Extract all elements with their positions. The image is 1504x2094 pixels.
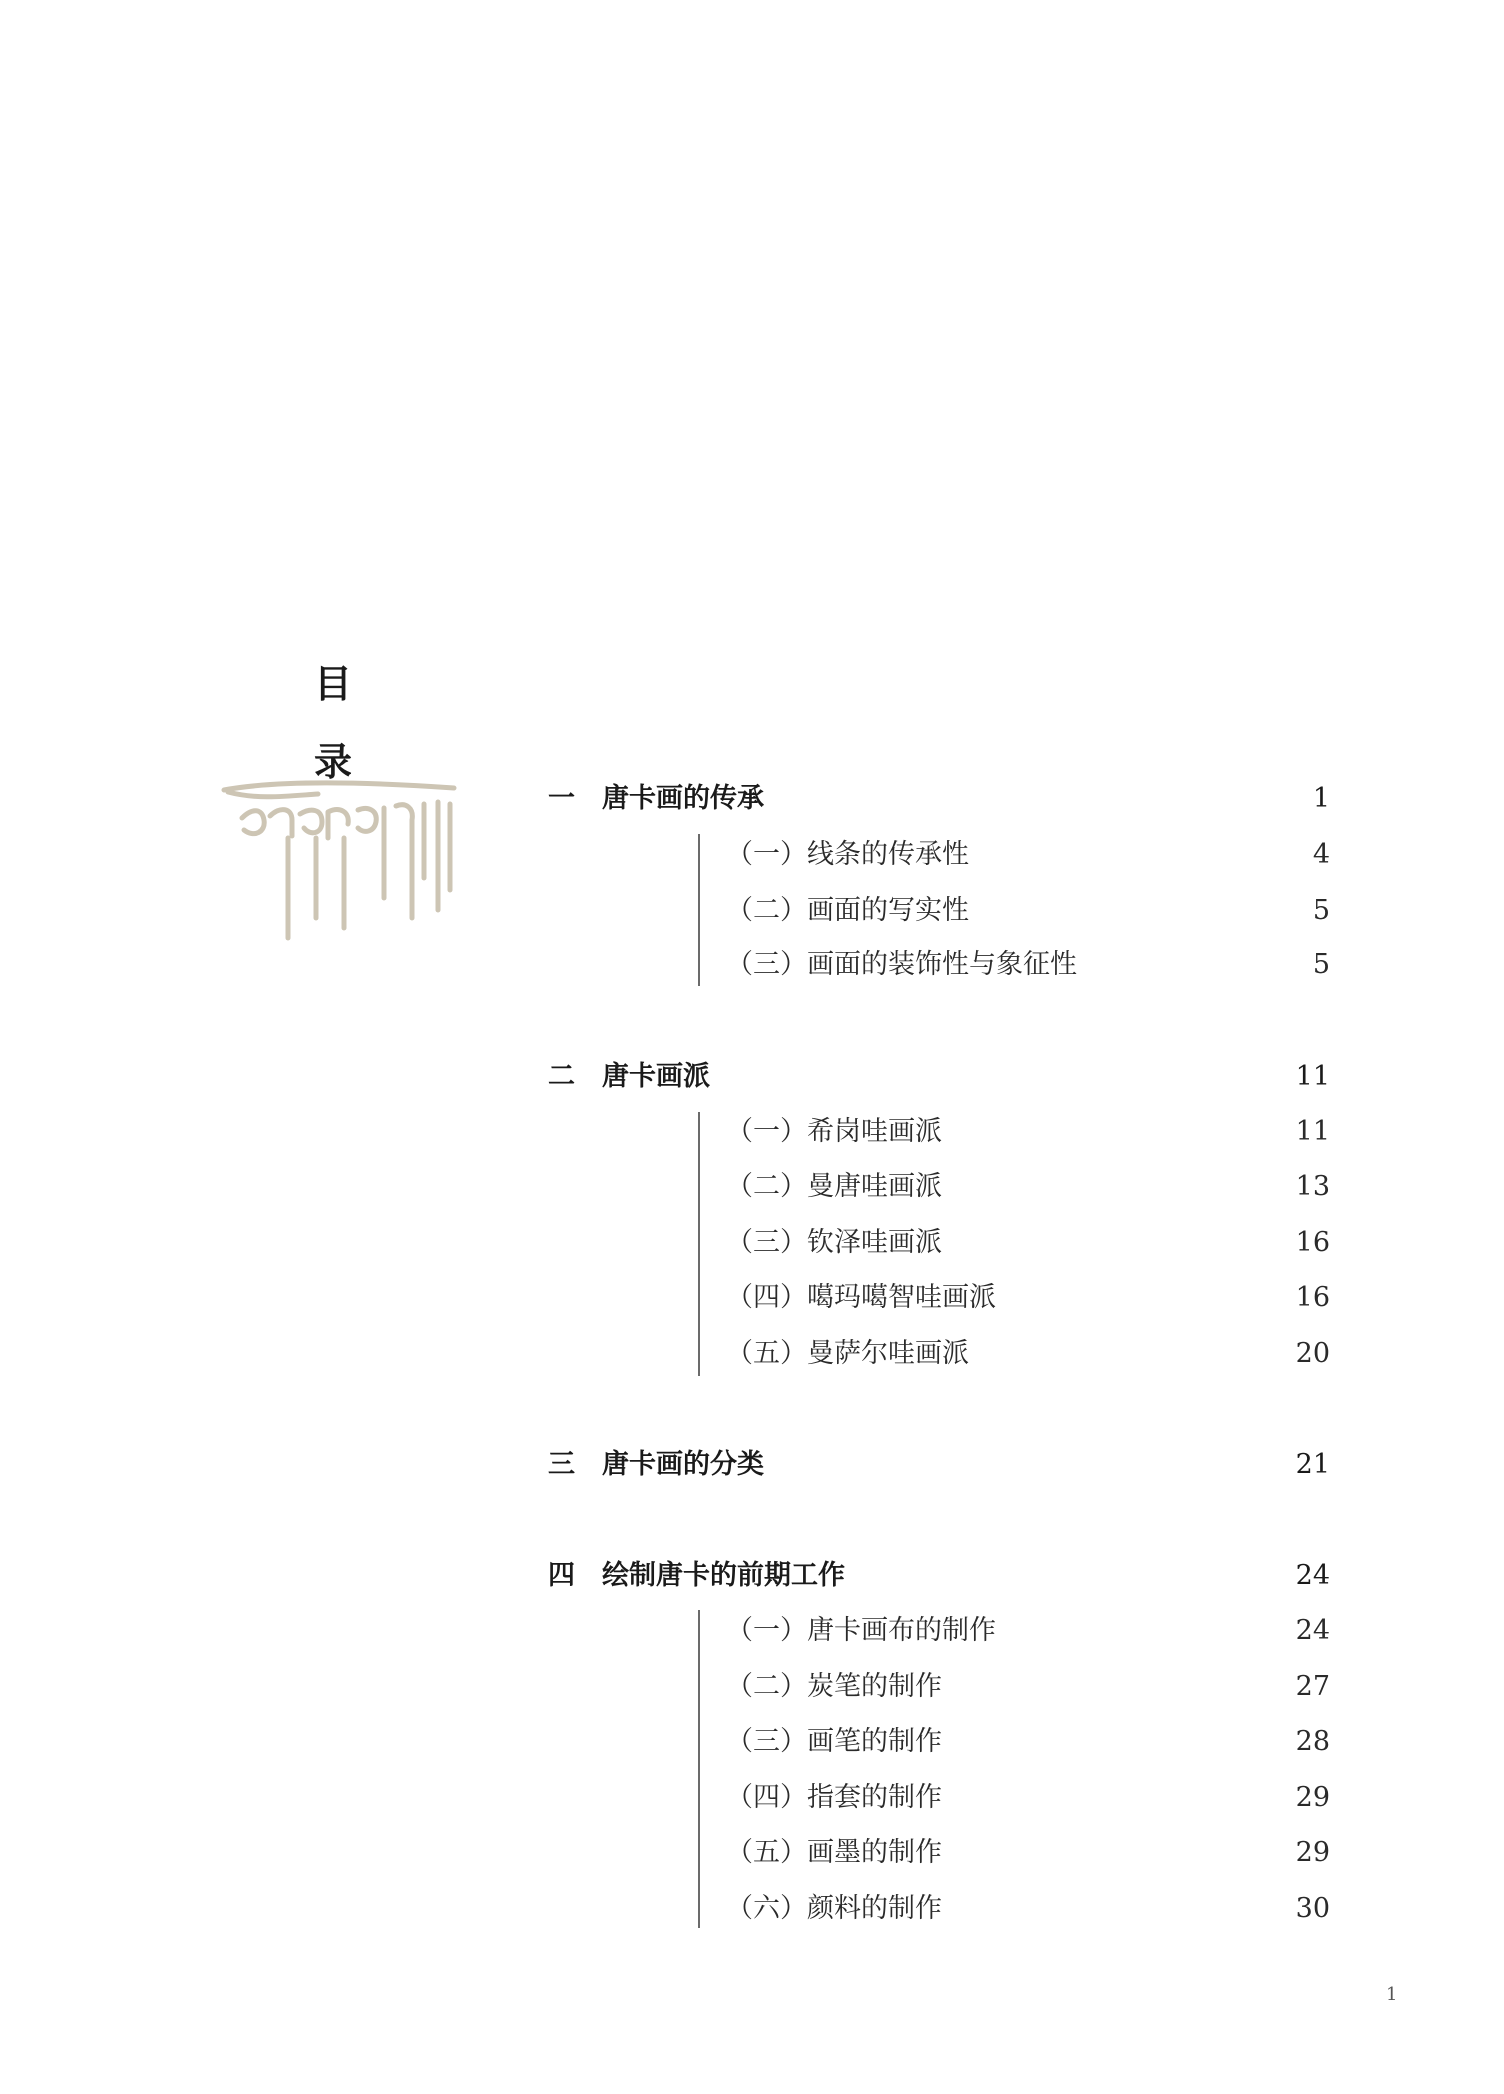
section-page-number: 29 — [1295, 1782, 1330, 1813]
heading-char-2: 录 — [314, 740, 353, 784]
section-label[interactable]: （五）曼萨尔哇画派 — [726, 1338, 969, 1369]
chapter-page-number: 24 — [1295, 1560, 1330, 1591]
section-page-number: 27 — [1295, 1671, 1330, 1702]
section-label[interactable]: （三）钦泽哇画派 — [726, 1227, 942, 1258]
chapter-number: 三 — [548, 1449, 575, 1480]
section-label[interactable]: （二）画面的写实性 — [726, 895, 969, 926]
chapter-title[interactable]: 绘制唐卡的前期工作 — [602, 1560, 845, 1591]
section-label[interactable]: （二）曼唐哇画派 — [726, 1171, 942, 1202]
chapter-page-number: 11 — [1295, 1061, 1330, 1092]
section-page-number: 29 — [1295, 1837, 1330, 1868]
section-page-number: 13 — [1295, 1171, 1330, 1202]
section-divider-line — [698, 1112, 700, 1376]
section-label[interactable]: （二）炭笔的制作 — [726, 1671, 942, 1702]
section-page-number: 5 — [1312, 949, 1330, 980]
chapter-title[interactable]: 唐卡画派 — [602, 1061, 710, 1092]
section-page-number: 24 — [1295, 1615, 1330, 1646]
section-page-number: 16 — [1295, 1227, 1330, 1258]
section-page-number: 20 — [1295, 1338, 1330, 1369]
section-label[interactable]: （一）希岗哇画派 — [726, 1116, 942, 1147]
chapter-number: 二 — [548, 1061, 575, 1092]
heading-char-1: 目 — [314, 662, 353, 706]
section-page-number: 11 — [1295, 1116, 1330, 1147]
section-label[interactable]: （三）画面的装饰性与象征性 — [726, 949, 1077, 980]
section-label[interactable]: （五）画墨的制作 — [726, 1837, 942, 1868]
section-page-number: 30 — [1295, 1893, 1330, 1924]
section-page-number: 28 — [1295, 1726, 1330, 1757]
folio-page-number: 1 — [1386, 1984, 1398, 2005]
section-divider-line — [698, 1610, 700, 1928]
section-page-number: 4 — [1312, 839, 1330, 870]
section-label[interactable]: （三）画笔的制作 — [726, 1726, 942, 1757]
chapter-number: 四 — [548, 1560, 575, 1591]
chapter-title[interactable]: 唐卡画的分类 — [602, 1449, 764, 1480]
section-label[interactable]: （一）唐卡画布的制作 — [726, 1615, 996, 1646]
tibetan-script-emblem-icon — [218, 778, 458, 948]
chapter-number: 一 — [548, 783, 575, 814]
chapter-title[interactable]: 唐卡画的传承 — [602, 783, 764, 814]
section-page-number: 16 — [1295, 1282, 1330, 1313]
section-label[interactable]: （一）线条的传承性 — [726, 839, 969, 870]
chapter-page-number: 1 — [1312, 783, 1330, 814]
section-label[interactable]: （四）噶玛噶智哇画派 — [726, 1282, 996, 1313]
section-label[interactable]: （四）指套的制作 — [726, 1782, 942, 1813]
section-label[interactable]: （六）颜料的制作 — [726, 1893, 942, 1924]
section-divider-line — [698, 834, 700, 986]
chapter-page-number: 21 — [1295, 1449, 1330, 1480]
section-page-number: 5 — [1312, 895, 1330, 926]
